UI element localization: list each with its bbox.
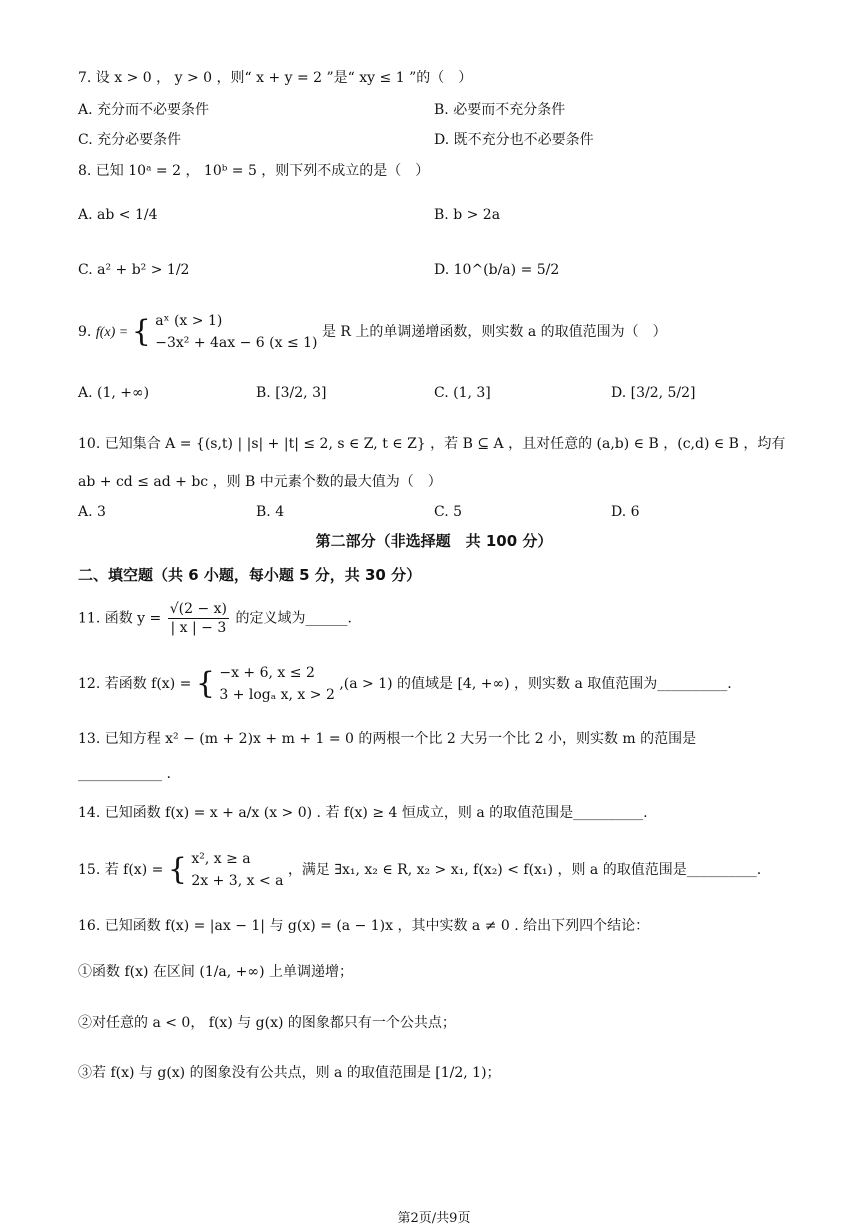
q12-piece1: −x + 6, x ≤ 2	[219, 665, 315, 681]
q8-stem: 8. 已知 10ᵃ = 2 ， 10ᵇ = 5 ，则下列不成立的是（ ）	[78, 163, 430, 179]
q9-option-c: C. (1, 3]	[434, 385, 491, 401]
q8-option-b: B. b > 2a	[434, 207, 501, 223]
q9-piece2: −3x² + 4ax − 6 (x ≤ 1)	[155, 335, 318, 351]
q9-prefix: 9.	[78, 324, 92, 340]
q10-line2: ab + cd ≤ ad + bc ，则 B 中元素个数的最大值为（ ）	[78, 474, 442, 490]
q10-option-a: A. 3	[78, 504, 106, 520]
page-number-footer: 第2页/共9页	[397, 1211, 471, 1226]
q10-option-d: D. 6	[611, 504, 640, 520]
q15-suffix: ，满足 ∃x₁, x₂ ∈ R, x₂ > x₁, f(x₂) < f(x₁) ，则 a 的取值范围是__________.	[287, 862, 762, 878]
q7-option-c: C. 充分必要条件	[78, 132, 182, 148]
q8-option-c: C. a² + b² > 1/2	[78, 262, 190, 278]
q15-stem: 15. 若 f(x) = { x², x ≥ a 2x + 3, x < a ，满足 ∃x₁, x₂ ∈ R, x₂ > x₁, f(x₂) < f(x₁) ，则 a 的取值范围是__________.	[78, 848, 761, 892]
q10-option-c: C. 5	[434, 504, 463, 520]
q15-piece1: x², x ≥ a	[191, 851, 251, 867]
q7-option-d: D. 既不充分也不必要条件	[434, 132, 594, 148]
q11-stem	[78, 600, 352, 637]
q15-piece2: 2x + 3, x < a	[191, 873, 284, 889]
q9-option-d: D. [3/2, 5/2]	[611, 385, 696, 401]
q11-suffix: 的定义域为______.	[235, 610, 352, 627]
q9-stem: 9. f(x) = { aˣ (x > 1) −3x² + 4ax − 6 (x ≤ 1) 是 R 上的单调递增函数，则实数 a 的取值范围为（ ）	[78, 310, 667, 354]
q14-stem: 14. 已知函数 f(x) = x + a/x (x > 0) . 若 f(x) ≥ 4 恒成立，则 a 的取值范围是__________.	[78, 805, 648, 821]
q12-suffix: ,(a > 1) 的值域是 [4, +∞) ，则实数 a 取值范围为__________.	[339, 676, 732, 692]
q16-conclusion-1: ①函数 f(x) 在区间 (1/a, +∞) 上单调递增；	[78, 964, 353, 980]
q13-line2: ____________ .	[78, 766, 171, 782]
q16-conclusion-2: ②对任意的 a < 0， f(x) 与 g(x) 的图象都只有一个公共点；	[78, 1015, 456, 1031]
q9-suffix: 是 R 上的单调递增函数，则实数 a 的取值范围为（ ）	[321, 324, 667, 340]
q7-option-a: A. 充分而不必要条件	[78, 102, 210, 118]
q11-denominator: | x | − 3	[170, 620, 227, 636]
q12-prefix: 12. 若函数 f(x) =	[78, 676, 192, 692]
q9-piece1: aˣ (x > 1)	[155, 313, 223, 329]
q10-option-b: B. 4	[256, 504, 285, 520]
q10-line1: 10. 已知集合 A = {(s,t) | |s| + |t| ≤ 2, s ∈ Z, t ∈ Z} ，若 B ⊆ A ，且对任意的 (a,b) ∈ B ，(c,d) ∈ B ，均有	[78, 436, 786, 452]
q9-option-a: A. (1, +∞)	[78, 385, 150, 401]
q16-stem: 16. 已知函数 f(x) = |ax − 1| 与 g(x) = (a − 1)x ，其中实数 a ≠ 0 . 给出下列四个结论：	[78, 918, 650, 934]
q7-option-b: B. 必要而不充分条件	[434, 102, 566, 118]
q12-piece2: 3 + logₐ x, x > 2	[219, 687, 335, 703]
q11-prefix: 11. 函数 y =	[78, 610, 162, 627]
part2-heading: 第二部分（非选择题 共 100 分）	[315, 532, 553, 550]
q13-line1: 13. 已知方程 x² − (m + 2)x + m + 1 = 0 的两根一个比 2 大另一个比 2 小，则实数 m 的范围是	[78, 731, 697, 747]
q7-stem: 7. 设 x > 0 ， y > 0 ，则“ x + y = 2 ”是“ xy ≤ 1 ”的（ ）	[78, 70, 473, 86]
section2-heading: 二、填空题（共 6 小题，每小题 5 分，共 30 分）	[78, 566, 422, 584]
q15-prefix: 15. 若 f(x) =	[78, 862, 164, 878]
q11-numerator: √(2 − x)	[169, 601, 227, 617]
q9-option-b: B. [3/2, 3]	[256, 385, 327, 401]
q8-option-a: A. ab < 1/4	[78, 207, 158, 223]
q16-conclusion-3: ③若 f(x) 与 g(x) 的图象没有公共点，则 a 的取值范围是 [1/2, 1)；	[78, 1065, 501, 1081]
q11-fraction	[168, 600, 229, 637]
q8-option-d: D. 10^(b/a) = 5/2	[434, 262, 560, 278]
q12-stem: 12. 若函数 f(x) = { −x + 6, x ≤ 2 3 + logₐ x, x > 2 ,(a > 1) 的值域是 [4, +∞) ，则实数 a 取值范围为__________.	[78, 662, 732, 706]
